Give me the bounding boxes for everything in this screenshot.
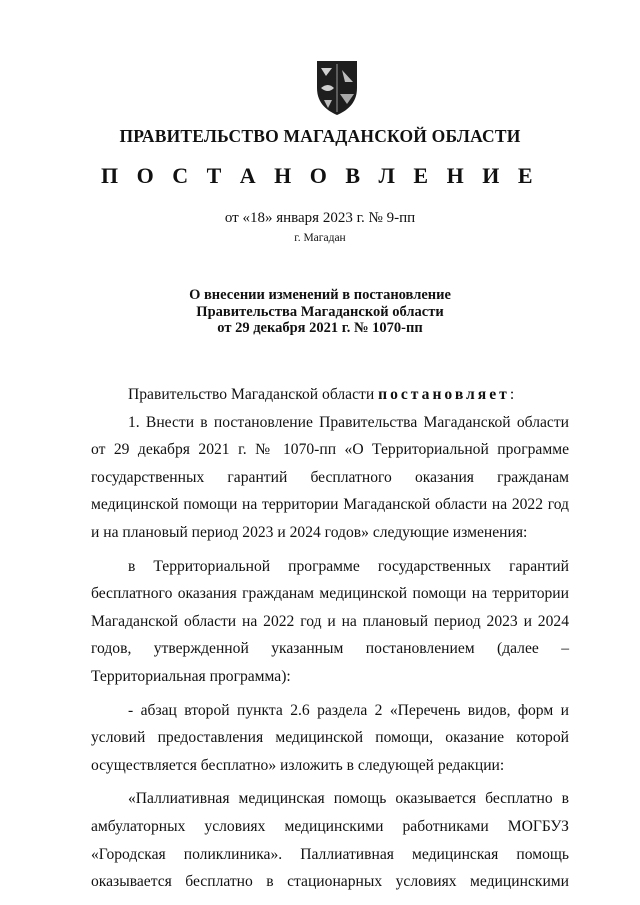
paragraph-2: в Территориальной программе государственных гарантий бесплатного оказания гражданам медицинской помощи на территории Магаданской области на 2022 год и на плановый период 2023 и 2024 годов, утвержденной указанным постановлением (далее – Территориальная программа):: [91, 557, 569, 685]
document-date-number: от «18» января 2023 г. № 9-пп: [224, 210, 416, 226]
preamble-verb: постановляет: [378, 386, 510, 403]
preamble-text: Правительство Магаданской области: [128, 386, 379, 403]
paragraph-1: 1. Внести в постановление Правительства Магаданской области от 29 декабря 2021 г. № 1070-пп «О Территориальной программе государственных гарантий бесплатного оказания гражданам медицинской помощи на территории Магаданской области на 2022 год и на плановый период 2023 и 2024 годов» следующие изменения:: [91, 413, 569, 541]
paragraph-3: - абзац второй пункта 2.6 раздела 2 «Перечень видов, форм и условий предоставления медицинской помощи, оказание которой осуществляется бесплатно» изложить в следующей редакции:: [91, 701, 569, 774]
preamble-end: :: [509, 386, 515, 403]
coat-of-arms-icon: [312, 58, 362, 116]
document-body: [91, 381, 569, 896]
preamble: [91, 381, 569, 409]
subject-line: Правительства Магаданской области: [196, 303, 444, 320]
paragraph-4: «Паллиативная медицинская помощь оказывается бесплатно в амбулаторных условиях медицинскими работниками МОГБУЗ «Городская поликлиника». Паллиативная медицинская помощь оказывается бесплатно в стационарных условиях медицинскими: [91, 790, 569, 891]
organization-title: ПРАВИТЕЛЬСТВО МАГАДАНСКОЙ ОБЛАСТИ: [119, 126, 521, 146]
subject-line: О внесении изменений в постановление: [189, 287, 451, 303]
subject-line: от 29 декабря 2021 г. № 1070-пп: [217, 320, 423, 336]
document-city: г. Магадан: [294, 232, 346, 244]
document-type: П О С Т А Н О В Л Е Н И Е: [100, 163, 540, 188]
document-subject: [0, 287, 640, 337]
